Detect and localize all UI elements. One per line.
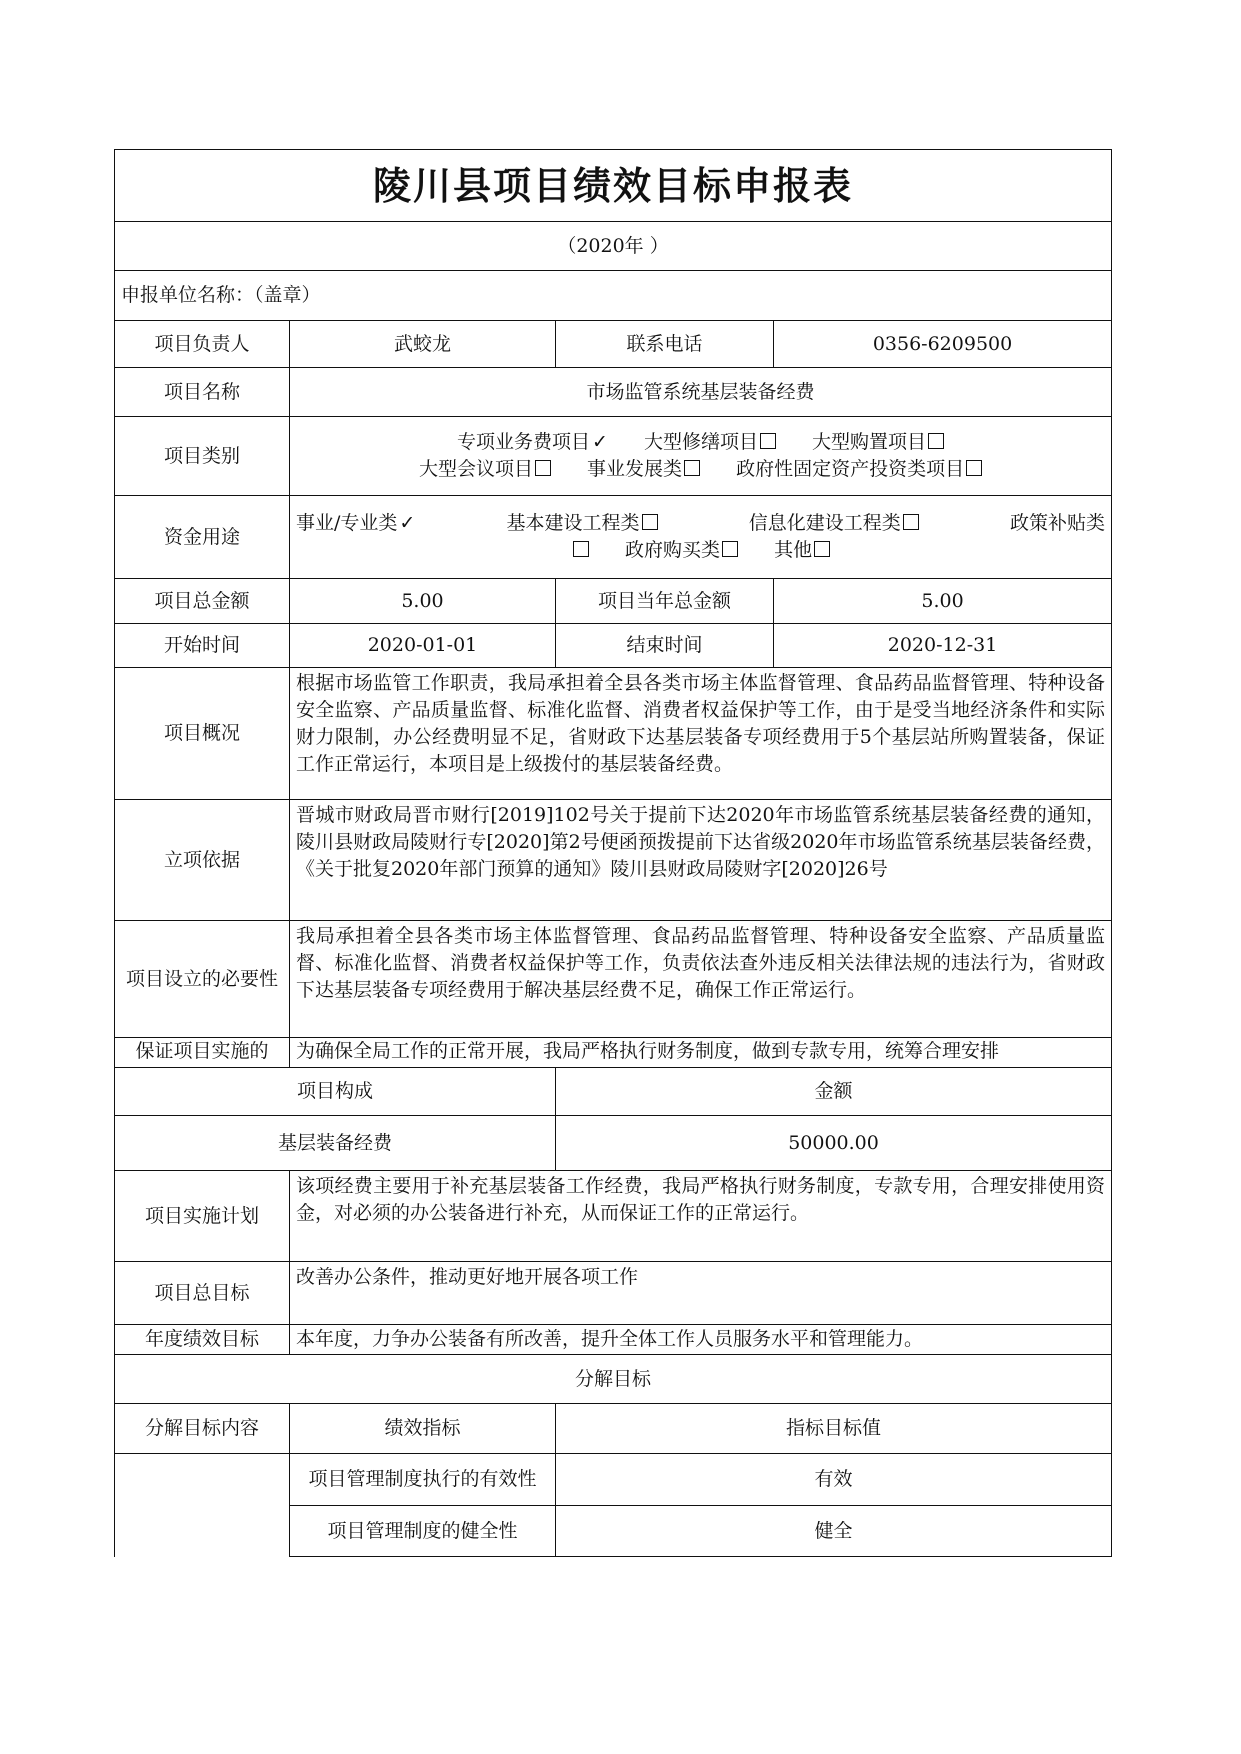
end-date-label: 结束时间 [556, 624, 774, 668]
checkbox-icon [903, 514, 919, 530]
breakdown-indicator-header: 绩效指标 [290, 1404, 556, 1454]
project-name-label: 项目名称 [115, 368, 290, 417]
fund-use-option: 信息化建设工程类 [749, 510, 919, 537]
goal-label: 项目总目标 [115, 1262, 290, 1325]
end-date-value: 2020-12-31 [774, 624, 1112, 668]
category-option: 大型购置项目 [812, 431, 944, 453]
fund-use-options [290, 496, 1112, 579]
necessity-text: 我局承担着全县各类市场主体监督管理、食品药品监督管理、特种设备安全监察、产品质量监督、标准化监督、消费者权益保护等工作，负责依法查外违反相关法律法规的违法行为，省财政下达基层装备专项经费用于解决基层经费不足，确保工作正常运行。 [290, 921, 1112, 1038]
total-amount-label: 项目总金额 [115, 579, 290, 624]
project-leader-label: 项目负责人 [115, 321, 290, 368]
guarantee-text: 为确保全局工作的正常开展，我局严格执行财务制度，做到专款专用，统筹合理安排 [290, 1038, 1112, 1068]
start-date-label: 开始时间 [115, 624, 290, 668]
year-amount-value: 5.00 [774, 579, 1112, 624]
basis-label: 立项依据 [115, 800, 290, 921]
composition-item-name: 基层装备经费 [115, 1116, 556, 1171]
fund-use-option: 基本建设工程类 [507, 510, 658, 537]
performance-form-table [114, 149, 1112, 1557]
fund-use-option: 政策补贴类 [1010, 512, 1106, 534]
total-amount-value: 5.00 [290, 579, 556, 624]
project-category-label: 项目类别 [115, 417, 290, 496]
breakdown-target: 健全 [556, 1506, 1112, 1557]
year-amount-label: 项目当年总金额 [556, 579, 774, 624]
check-mark-icon: ✓ [399, 512, 416, 534]
breakdown-target-header: 指标目标值 [556, 1404, 1112, 1454]
category-option: 大型会议项目 [419, 458, 551, 480]
project-category-options [290, 417, 1112, 496]
project-name-value: 市场监管系统基层装备经费 [290, 368, 1112, 417]
table-row [115, 1454, 1112, 1506]
breakdown-content-header: 分解目标内容 [115, 1404, 290, 1454]
checkbox-icon [573, 541, 589, 557]
overview-text: 根据市场监管工作职责，我局承担着全县各类市场主体监督管理、食品药品监督管理、特种设备安全监察、产品质量监督、标准化监督、消费者权益保护等工作，由于是受当地经济条件和实际财力限制，办公经费明显不足，省财政下达基层装备专项经费用于5个基层站所购置装备，保证工作正常运行，本项目是上级拨付的基层装备经费。 [290, 668, 1112, 800]
year-cell: （2020年 ） [115, 222, 1112, 271]
fund-use-label: 资金用途 [115, 496, 290, 579]
project-leader-value: 武蛟龙 [290, 321, 556, 368]
breakdown-title: 分解目标 [115, 1355, 1112, 1404]
composition-item-amount: 50000.00 [556, 1116, 1112, 1171]
checkbox-icon [535, 460, 551, 476]
phone-label: 联系电话 [556, 321, 774, 368]
breakdown-target: 有效 [556, 1454, 1112, 1506]
checkbox-icon [814, 541, 830, 557]
checkbox-icon [760, 433, 776, 449]
checkbox-icon [684, 460, 700, 476]
plan-label: 项目实施计划 [115, 1171, 290, 1262]
composition-header: 项目构成 [115, 1068, 556, 1116]
phone-value: 0356-6209500 [774, 321, 1112, 368]
annual-goal-label: 年度绩效目标 [115, 1325, 290, 1355]
amount-header: 金额 [556, 1068, 1112, 1116]
necessity-label: 项目设立的必要性 [115, 921, 290, 1038]
fund-use-option: 政府购买类 [625, 539, 738, 561]
checkbox-icon [722, 541, 738, 557]
annual-goal-text: 本年度，力争办公装备有所改善，提升全体工作人员服务水平和管理能力。 [290, 1325, 1112, 1355]
category-option: 大型修缮项目 [644, 431, 776, 453]
table-row [115, 1116, 1112, 1171]
check-mark-icon: ✓ [592, 431, 608, 453]
goal-text: 改善办公条件，推动更好地开展各项工作 [290, 1262, 1112, 1325]
breakdown-indicator: 项目管理制度执行的有效性 [290, 1454, 556, 1506]
category-option: 政府性固定资产投资类项目 [736, 458, 982, 480]
fund-use-option: 事业/专业类 ✓ [296, 512, 416, 534]
start-date-value: 2020-01-01 [290, 624, 556, 668]
category-option: 专项业务费项目 ✓ [456, 431, 608, 453]
guarantee-label: 保证项目实施的 [115, 1038, 290, 1068]
applicant-unit: 申报单位名称：（盖章） [115, 271, 1112, 321]
breakdown-content-cell [115, 1454, 290, 1557]
checkbox-icon [642, 514, 658, 530]
checkbox-icon [966, 460, 982, 476]
form-title: 陵川县项目绩效目标申报表 [115, 150, 1112, 222]
overview-label: 项目概况 [115, 668, 290, 800]
fund-use-option: 其他 [774, 539, 830, 561]
plan-text: 该项经费主要用于补充基层装备工作经费，我局严格执行财务制度，专款专用，合理安排使用资金，对必须的办公装备进行补充，从而保证工作的正常运行。 [290, 1171, 1112, 1262]
basis-text: 晋城市财政局晋市财行[2019]102号关于提前下达2020年市场监管系统基层装备经费的通知，陵川县财政局陵财行专[2020]第2号便函预拨提前下达省级2020年市场监管系统基层装备经费，《关于批复2020年部门预算的通知》陵川县财政局陵财字[2020]26号 [290, 800, 1112, 921]
breakdown-indicator: 项目管理制度的健全性 [290, 1506, 556, 1557]
category-option: 事业发展类 [587, 458, 700, 480]
checkbox-icon [928, 433, 944, 449]
